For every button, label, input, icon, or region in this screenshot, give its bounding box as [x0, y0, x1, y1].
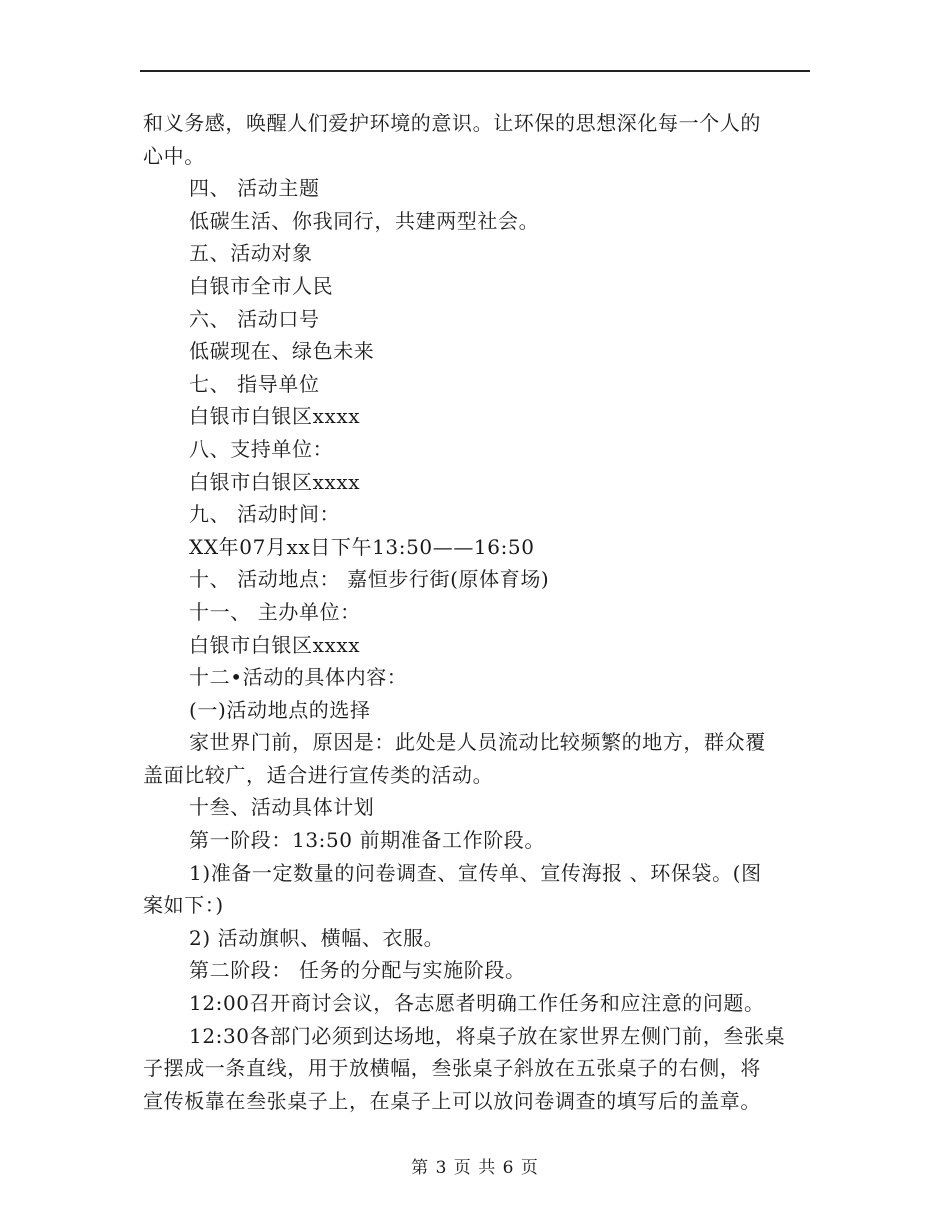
text-line: 白银市全市人民	[189, 273, 334, 298]
text-line: 九、 活动时间：	[189, 502, 341, 527]
text-line: 白银市白银区xxxx	[189, 632, 361, 657]
text-line: 子摆成一条直线，用于放横幅，叁张桌子斜放在五张桌子的右侧，将	[143, 1056, 761, 1081]
text-line: 十、 活动地点： 嘉恒步行街(原体育场)	[189, 567, 550, 592]
page-number: 第 3 页 共 6 页	[411, 1158, 539, 1178]
text-line: 十二•活动的具体内容：	[189, 665, 408, 690]
text-line: 2) 活动旗帜、横幅、衣服。	[189, 925, 445, 950]
text-line: 1)准备一定数量的问卷调查、宣传单、宣传海报 、环保袋。(图	[189, 860, 762, 885]
text-line: 家世界门前，原因是：此处是人员流动比较频繁的地方，群众覆	[189, 730, 766, 755]
document-body	[143, 107, 808, 1117]
text-line: 低碳现在、绿色未来	[189, 339, 375, 364]
text-line: 宣传板靠在叁张桌子上，在桌子上可以放问卷调查的填写后的盖章。	[143, 1088, 761, 1113]
text-line: 四、 活动主题	[189, 176, 320, 201]
text-line: 七、 指导单位	[189, 371, 320, 396]
text-line: 五、活动对象	[189, 241, 313, 266]
text-line: 白银市白银区xxxx	[189, 404, 361, 429]
text-line: 低碳生活、你我同行，共建两型社会。	[189, 208, 540, 233]
text-line: 12:30各部门必须到达场地，将桌子放在家世界左侧门前，叁张桌	[189, 1023, 786, 1048]
text-line: 八、支持单位：	[189, 436, 334, 461]
text-line: 盖面比较广，适合进行宣传类的活动。	[143, 762, 494, 787]
text-line: 和义务感，唤醒人们爱护环境的意识。让环保的思想深化每一个人的	[143, 111, 761, 135]
text-line: 六、 活动口号	[189, 306, 320, 331]
text-line: 案如下：)	[143, 893, 224, 918]
text-line: 白银市白银区xxxx	[189, 469, 361, 494]
text-line: (一)活动地点的选择	[189, 697, 371, 722]
header-rule	[140, 70, 810, 72]
text-line: 十叁、活动具体计划	[189, 795, 375, 820]
text-line: 第一阶段：13:50 前期准备工作阶段。	[189, 828, 545, 853]
text-line: XX年07月xx日下午13:50——16:50	[189, 534, 535, 559]
page-footer	[0, 1153, 950, 1178]
text-line: 第二阶段： 任务的分配与实施阶段。	[189, 958, 526, 983]
text-line: 12:00召开商讨会议，各志愿者明确工作任务和应注意的问题。	[189, 991, 765, 1016]
text-line: 心中。	[143, 143, 205, 168]
text-line: 十一、 主办单位：	[189, 599, 361, 624]
